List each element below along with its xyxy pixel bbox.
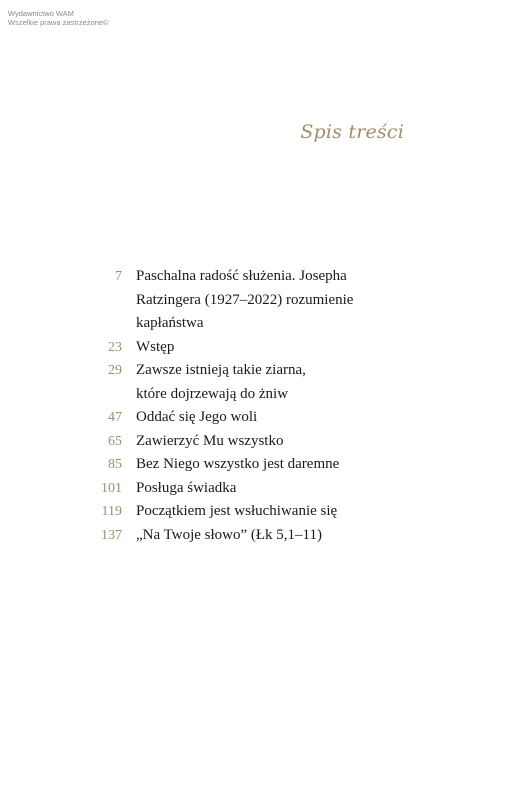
rights-notice: Wszelkie prawa zastrzeżone© xyxy=(8,18,109,27)
toc-entry xyxy=(96,265,396,336)
toc-entry-title: Posługa świadka xyxy=(136,479,237,496)
toc-page-number: 29 xyxy=(108,363,122,378)
toc-entry-title: Oddać się Jego woli xyxy=(136,409,258,425)
toc-entry xyxy=(96,430,396,454)
toc-entry-title: Zawsze istnieją takie ziarna, które dojrzewają do żniw xyxy=(136,362,306,402)
publisher-name: Wydawnictwo WAM xyxy=(8,9,74,18)
toc-entry-title: Bez Niego wszystko jest daremne xyxy=(136,456,340,472)
toc-page-number: 23 xyxy=(108,339,122,355)
copyright-notice xyxy=(8,9,109,27)
toc-page-number: 85 xyxy=(108,457,122,472)
toc-entry-title: Wstęp xyxy=(136,338,175,355)
toc-page-number: 119 xyxy=(101,504,122,519)
toc-page-number: 65 xyxy=(108,433,122,449)
table-of-contents xyxy=(96,265,396,547)
toc-entry xyxy=(96,453,396,477)
toc-entry-title: „Na Twoje słowo” (Łk 5,1–11) xyxy=(136,526,322,543)
toc-entry xyxy=(96,336,396,360)
toc-entry xyxy=(96,406,396,430)
toc-entry xyxy=(96,500,396,524)
toc-page-number: 137 xyxy=(101,527,122,543)
toc-entry xyxy=(96,359,396,406)
toc-entry-title: Początkiem jest wsłuchiwanie się xyxy=(136,503,338,519)
toc-entry xyxy=(96,524,396,548)
toc-entry xyxy=(96,477,396,501)
toc-page-number: 101 xyxy=(101,480,122,496)
toc-page-number: 7 xyxy=(115,269,122,284)
toc-entry-title: Paschalna radość służenia. Josepha Ratzingera (1927–2022) rozumienie kapłaństwa xyxy=(136,268,354,331)
toc-entry-title: Zawierzyć Mu wszystko xyxy=(136,432,284,449)
toc-page-number: 47 xyxy=(108,410,122,425)
toc-title: Spis treści xyxy=(300,121,404,143)
